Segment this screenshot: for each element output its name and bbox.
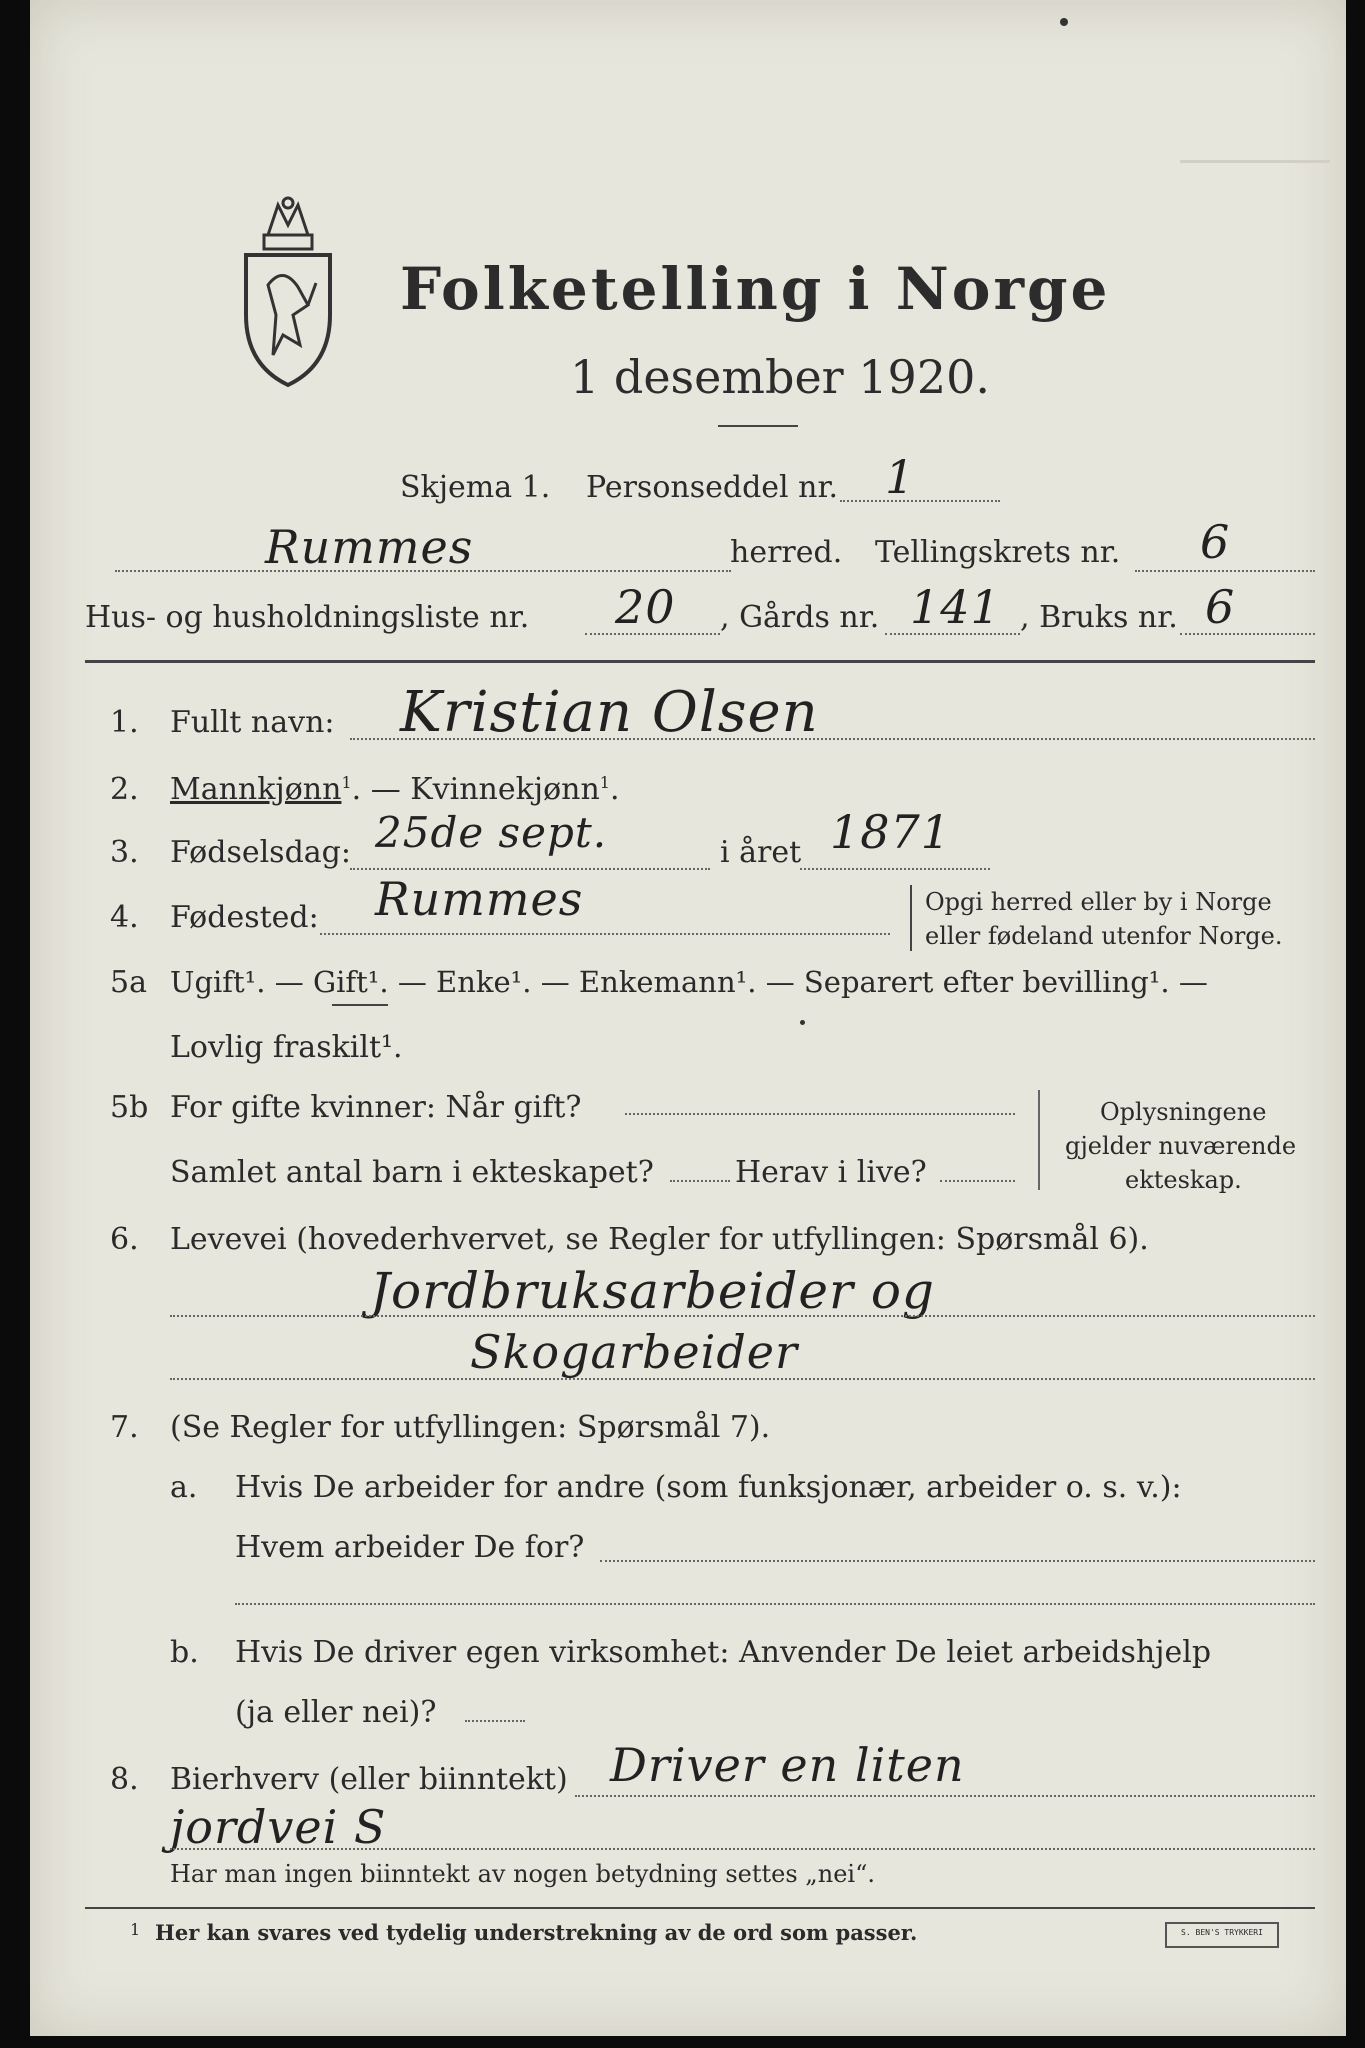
q7a-line-2 xyxy=(235,1603,1315,1605)
herred-line xyxy=(115,570,731,572)
gards-value: 141 xyxy=(910,580,1001,634)
q2-number: 2. xyxy=(110,772,139,807)
q7-label: (Se Regler for utfyllingen: Spørsmål 7). xyxy=(170,1410,771,1445)
q3-label: Fødselsdag: xyxy=(170,835,351,870)
q5b-note-3: ekteskap. xyxy=(1125,1166,1242,1194)
bruks-label: , Bruks nr. xyxy=(1020,600,1178,635)
bleed-through xyxy=(1180,160,1330,163)
q2-separator: . — xyxy=(351,772,411,807)
q3-year-value: 1871 xyxy=(830,805,952,859)
q7a-label-2: Hvem arbeider De for? xyxy=(235,1530,585,1565)
q7b-label-2: (ja eller nei)? xyxy=(235,1695,437,1730)
q4-note-1: Opgi herred eller by i Norge xyxy=(925,888,1272,916)
herred-value: Rummes xyxy=(265,520,474,574)
personseddel-label: Personseddel nr. xyxy=(586,470,839,505)
q2-female-option: Kvinnekjønn xyxy=(410,772,600,807)
q3-line-day xyxy=(350,868,710,870)
q3-year-line xyxy=(800,868,990,870)
tellingskrets-label: Tellingskrets nr. xyxy=(875,535,1121,570)
q5b-brace xyxy=(1038,1090,1046,1190)
q4-label: Fødested: xyxy=(170,900,319,935)
q2-male-option: Mannkjønn xyxy=(170,772,342,807)
q5b-alive-line xyxy=(940,1180,1015,1182)
tellingskrets-value: 6 xyxy=(1200,515,1231,569)
q7b-number: b. xyxy=(170,1635,199,1670)
q7b-label: Hvis De driver egen virksomhet: Anvender De leiet arbeidshjelp xyxy=(235,1635,1212,1670)
herred-label: herred. xyxy=(730,535,843,570)
q8-label: Bierhverv (eller biinntekt) xyxy=(170,1762,568,1797)
printer-stamp xyxy=(1165,1922,1279,1948)
q8-line-2 xyxy=(170,1848,1315,1850)
q7a-line xyxy=(600,1560,1315,1562)
q5b-number: 5b xyxy=(110,1090,149,1125)
q5b-note-1: Oplysningene xyxy=(1100,1098,1267,1126)
q3-year-label: i året xyxy=(720,835,802,870)
personseddel-value: 1 xyxy=(885,450,916,504)
q5a-options-2: Lovlig fraskilt¹. xyxy=(170,1030,403,1065)
tellingskrets-line xyxy=(1135,570,1315,572)
q6-label: Levevei (hovederhvervet, se Regler for utfyllingen: Spørsmål 6). xyxy=(170,1222,1149,1257)
q5b-children-line xyxy=(670,1180,730,1182)
q1-value: Kristian Olsen xyxy=(400,680,819,745)
q6-number: 6. xyxy=(110,1222,139,1257)
q3-value: 25de sept. xyxy=(375,808,608,857)
hus-label: Hus- og husholdningsliste nr. xyxy=(85,600,530,635)
q2-options: Mannkjønn$^1$. — Kvinnekjønn$^1$. xyxy=(170,772,620,807)
q6-line-2 xyxy=(170,1378,1315,1380)
q3-number: 3. xyxy=(110,835,139,870)
coat-of-arms-icon xyxy=(238,195,338,390)
q5b-note-2: gjelder nuværende xyxy=(1065,1132,1297,1160)
q8-value-2: jordvei S xyxy=(170,1800,387,1854)
printer-stamp-text: S. BEN'S TRYKKERI xyxy=(1181,1928,1263,1937)
q7-number: 7. xyxy=(110,1410,139,1445)
q5a-gift-underline xyxy=(332,1004,388,1006)
q7a-number: a. xyxy=(170,1470,198,1505)
bruks-value: 6 xyxy=(1205,580,1236,634)
paper-hole xyxy=(1060,18,1068,26)
q6-value-2: Skogarbeider xyxy=(470,1325,798,1379)
q5b-alive: Herav i live? xyxy=(735,1155,927,1190)
q4-line xyxy=(320,933,890,935)
q4-value: Rummes xyxy=(375,872,584,926)
title-divider xyxy=(718,425,798,427)
footnote-text: Her kan svares ved tydelig understrekning av de ord som passer. xyxy=(155,1920,918,1945)
census-date: 1 desember 1920. xyxy=(570,350,990,404)
q8-number: 8. xyxy=(110,1762,139,1797)
bruks-line xyxy=(1180,633,1315,635)
hus-value: 20 xyxy=(615,580,676,634)
census-form xyxy=(30,0,1346,2036)
q4-brace xyxy=(910,885,918,951)
q5b-married-line xyxy=(625,1113,1015,1115)
form-title: Folketelling i Norge xyxy=(400,255,1111,323)
q4-number: 4. xyxy=(110,900,139,935)
q8-value-1: Driver en liten xyxy=(610,1738,965,1792)
q8-line-1 xyxy=(575,1795,1315,1797)
q7a-label: Hvis De arbeider for andre (som funksjonær, arbeider o. s. v.): xyxy=(235,1470,1182,1505)
q2-end: . xyxy=(609,772,620,807)
footnote-divider xyxy=(85,1907,1315,1909)
q6-line-1 xyxy=(170,1315,1315,1317)
gards-label: , Gårds nr. xyxy=(720,600,880,635)
q5b-label: For gifte kvinner: Når gift? xyxy=(170,1090,582,1125)
q8-note: Har man ingen biinntekt av nogen betydning settes „nei“. xyxy=(170,1860,875,1888)
q5a-options: Ugift¹. — Gift¹. — Enke¹. — Enkemann¹. — Separert efter bevilling¹. — xyxy=(170,965,1208,999)
q1-number: 1. xyxy=(110,705,139,740)
q6-value-1: Jordbruksarbeider og xyxy=(370,1262,935,1320)
q1-label: Fullt navn: xyxy=(170,705,335,740)
footnote-marker: 1 xyxy=(130,1920,141,1939)
ink-dot xyxy=(800,1020,805,1025)
header-divider xyxy=(85,660,1315,663)
q5b-children: Samlet antal barn i ekteskapet? xyxy=(170,1155,654,1190)
skjema-label: Skjema 1. xyxy=(400,470,551,505)
q7b-line xyxy=(465,1720,525,1722)
q5a-number: 5a xyxy=(110,965,147,1000)
personseddel-line xyxy=(840,500,1000,502)
q4-note-2: eller fødeland utenfor Norge. xyxy=(925,922,1283,950)
